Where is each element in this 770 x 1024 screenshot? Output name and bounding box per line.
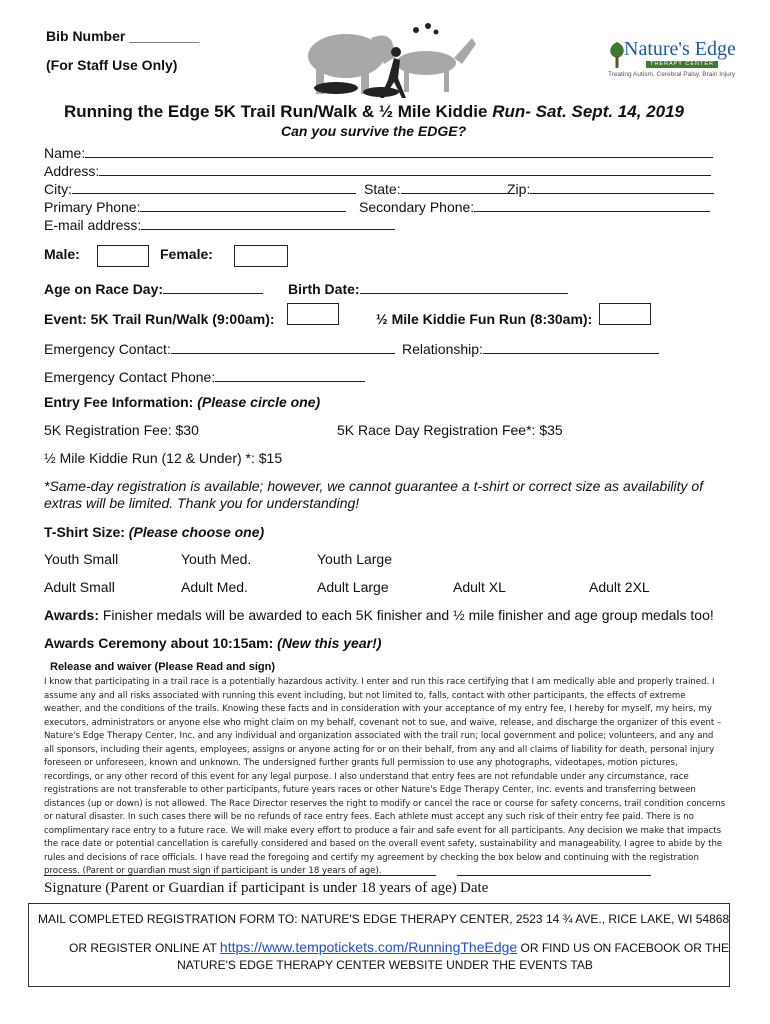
fee-race-day[interactable]: 5K Race Day Registration Fee*: $35	[337, 422, 563, 438]
title-main: Running the Edge 5K Trail Run/Walk & ½ Mile Kiddie	[64, 102, 493, 121]
bib-number: Bib Number _________	[46, 28, 200, 44]
address-label: Address:	[44, 163, 100, 179]
fee-registration[interactable]: 5K Registration Fee: $30	[44, 422, 199, 438]
logo-name: Nature's Edge	[624, 38, 736, 60]
footer-register-suffix: OR FIND US ON FACEBOOK OR THE	[517, 941, 729, 955]
awards-text	[44, 607, 714, 623]
male-label: Male:	[44, 246, 80, 262]
tshirt-heading	[44, 524, 264, 540]
footer-mail: MAIL COMPLETED REGISTRATION FORM TO: NATURE'S EDGE THERAPY CENTER, 2523 14 ¾ AVE., RICE LAKE, WI 54868	[38, 912, 730, 926]
subtitle: Can you survive the EDGE?	[281, 123, 467, 139]
city-field[interactable]	[44, 179, 356, 197]
natures-edge-logo	[606, 38, 736, 84]
tshirt-youth-med[interactable]: Youth Med.	[181, 551, 252, 567]
tshirt-adult-large[interactable]: Adult Large	[317, 579, 389, 595]
birth-date-label: Birth Date:	[288, 281, 360, 297]
fee-note-line1: *Same-day registration is available; however, we cannot guarantee a t-shirt or correct size as availability of	[44, 478, 704, 494]
runners-animals-illustration	[276, 18, 478, 104]
logo-tagline: Treating Autism, Cerebral Palsy, Brain Injury	[608, 71, 736, 78]
staff-only-note: (For Staff Use Only)	[46, 57, 178, 73]
tshirt-adult-xl[interactable]: Adult XL	[453, 579, 506, 595]
emergency-phone-label: Emergency Contact Phone:	[44, 369, 216, 385]
email-label: E-mail address:	[44, 217, 142, 233]
male-checkbox[interactable]	[97, 245, 149, 267]
logo-subtitle: THERAPY CENTER	[646, 61, 718, 68]
birth-date-field[interactable]	[288, 279, 568, 297]
name-field[interactable]	[44, 143, 713, 161]
tshirt-adult-med[interactable]: Adult Med.	[181, 579, 248, 595]
state-label: State:	[364, 181, 401, 197]
footer-register-prefix: OR REGISTER ONLINE AT	[69, 941, 220, 955]
fee-heading-note: (Please circle one)	[197, 394, 321, 410]
emergency-phone-field[interactable]	[44, 367, 365, 385]
event-kiddie-label: ½ Mile Kiddie Fun Run (8:30am):	[376, 311, 593, 327]
waiver-body: I know that participating in a trail race is a potentially hazardous activity. I enter and run this race certifying that I am medically able and properly trained. I assume any and all risks associated with running this event including, but not limited to, falls, contact with other participants, the effects of extreme weather, and the conditions of the trails. Knowing these facts and in consideration with your acceptance of my entry fee, I hereby for myself, my heirs, my executors, administrators or anyone else who might claim on my behalf, covenant not to sue, and waive, release, and discharge the organizer of this event – Nature's Edge Therapy Center, Inc. and any individual and organization associated with the trail run; local government and police; volunteers, and any and all sponsors, including their agents, employees, assigns or anyone acting for or on their behalf, from any and all claims of liability for death, personal injury foreseen or unforeseen, known and unknown. The undersigned further grants full permission to use any photographs, videotapes, motion pictures, recordings, or any other record of this event for any legal purpose. I also understand that entry fees are not refundable under any circumstance, race registrations are not transferable to other participants, future years races or other Nature's Edge Therapy Center, Inc. events and transferring between distances (up or down) is not allowed. The Race Director reserves the right to modify or cancel the race or course for safety concerns, trail condition concerns or natural disaster. In such cases there will be no refunds of race entry fees. Each athlete must accept any such risk of their entry fee paid. There is no complimentary race entry to a future race. We will make every effort to produce a fair and safe event for all participants. Any decision we make that impacts the race date or potential cancellation is carefully considered and based on the overall event safety, sustainability and manageability. I agree to abide by the rules and decisions of race officials. I have read the foregoing and certify my agreement by checking the box below and continuing with the registration process. (Parent or guardian must sign if participant is under 18 years of age).	[44, 677, 726, 876]
tshirt-adult-small[interactable]: Adult Small	[44, 579, 115, 595]
signature-label: Signature (Parent or Guardian if participant is under 18 years of age)	[44, 880, 457, 896]
title-date: Run- Sat. Sept. 14, 2019	[492, 102, 684, 121]
emergency-contact-field[interactable]	[44, 339, 395, 357]
age-label: Age on Race Day:	[44, 281, 164, 297]
waiver-heading: Release and waiver (Please Read and sign)	[50, 661, 275, 673]
zip-field[interactable]	[507, 179, 714, 197]
fee-heading	[44, 394, 320, 410]
primary-phone-field[interactable]	[44, 197, 346, 215]
relationship-field[interactable]	[402, 339, 659, 357]
tshirt-heading-text: T-Shirt Size:	[44, 524, 129, 540]
female-checkbox[interactable]	[234, 245, 288, 267]
footer-register	[69, 939, 729, 955]
primary-phone-label: Primary Phone:	[44, 199, 141, 215]
signature-line[interactable]	[44, 875, 436, 876]
page-title	[64, 102, 684, 122]
event-5k-label: Event: 5K Trail Run/Walk (9:00am):	[44, 311, 275, 327]
fee-heading-text: Entry Fee Information:	[44, 394, 198, 410]
awards-ceremony	[44, 635, 381, 651]
awards-description: Finisher medals will be awarded to each 5K finisher and ½ mile finisher and age group medals too!	[98, 607, 714, 623]
event-5k-checkbox[interactable]	[287, 303, 339, 325]
event-kiddie-checkbox[interactable]	[599, 303, 651, 325]
city-label: City:	[44, 181, 72, 197]
zip-label: Zip:	[507, 181, 531, 197]
emergency-contact-label: Emergency Contact:	[44, 341, 171, 357]
date-label: Date	[460, 880, 489, 896]
awards-label: Awards:	[44, 607, 99, 623]
tshirt-youth-large[interactable]: Youth Large	[317, 551, 392, 567]
state-field[interactable]	[364, 179, 513, 197]
tshirt-heading-note: (Please choose one)	[128, 524, 265, 540]
email-field[interactable]	[44, 215, 395, 233]
fee-kiddie[interactable]: ½ Mile Kiddie Run (12 & Under) *: $15	[44, 450, 283, 466]
footer-line3: NATURE'S EDGE THERAPY CENTER WEBSITE UNDER THE EVENTS TAB	[177, 958, 593, 972]
age-field[interactable]	[44, 279, 263, 297]
secondary-phone-label: Secondary Phone:	[359, 199, 475, 215]
tshirt-adult-2xl[interactable]: Adult 2XL	[589, 579, 650, 595]
female-label: Female:	[160, 246, 213, 262]
fee-note-line2: extras will be limited. Thank you for understanding!	[44, 495, 360, 511]
register-link[interactable]: https://www.tempotickets.com/RunningTheEdge	[219, 939, 518, 955]
name-label: Name:	[44, 145, 86, 161]
address-field[interactable]	[44, 161, 711, 179]
relationship-label: Relationship:	[402, 341, 483, 357]
awards-ceremony-note: (New this year!)	[277, 635, 382, 651]
secondary-phone-field[interactable]	[359, 197, 710, 215]
awards-ceremony-text: Awards Ceremony about 10:15am:	[44, 635, 278, 651]
date-line[interactable]	[457, 875, 651, 876]
tshirt-youth-small[interactable]: Youth Small	[44, 551, 119, 567]
